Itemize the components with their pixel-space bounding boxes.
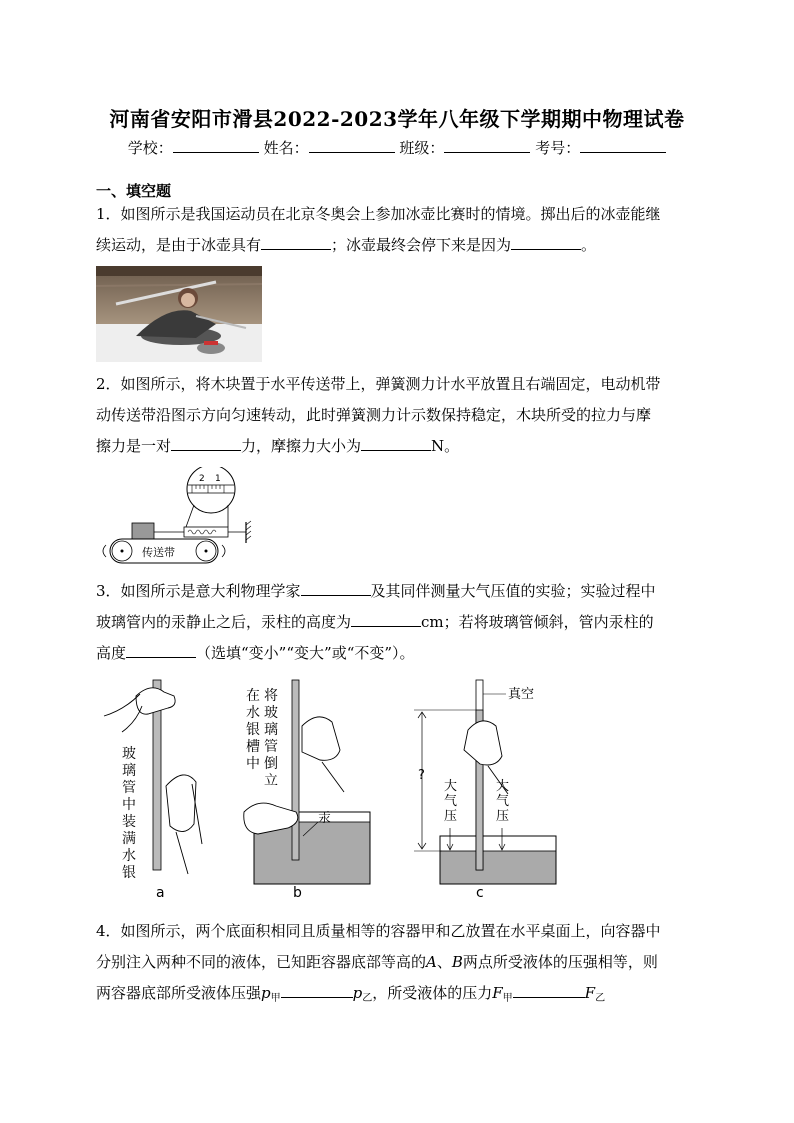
height-question-mark: ? [418,768,425,783]
mercury-label: 汞 [318,811,332,826]
question-1 [96,199,706,261]
fig_c_air_right-char: 压 [496,809,510,824]
fig_b_col2-char: 倒 [264,756,278,772]
fig_b_col2-char: 玻 [264,705,278,721]
q1-blank-2[interactable] [511,235,581,250]
q3-blank-2[interactable] [351,612,421,627]
class-label: 班级： [399,139,445,157]
q4-blank-1[interactable] [281,983,353,998]
fig_c_air_left-char: 气 [444,794,458,809]
number-blank[interactable] [580,138,666,153]
scale-label-2: 2 [199,474,205,484]
question-4 [96,916,706,1014]
page-title: 河南省安阳市滑县2022-2023学年八年级下学期期中物理试卷 [109,107,685,131]
torricelli-figure [96,676,566,910]
student-info-line [0,137,794,158]
name-label: 姓名： [263,139,309,157]
q2-blank-1[interactable] [171,436,241,451]
fig_c_air_left-char: 大 [444,779,458,794]
spring-scale [184,527,228,537]
q3-line2: 玻璃管内的汞静止之后，汞柱的高度为 cm；若将玻璃管倾斜，管内汞柱的 [96,613,654,631]
conveyor-figure [96,467,256,569]
fig_a_text-char: 装 [122,814,136,830]
fig_a_text-char: 管 [122,780,136,796]
q2-line1: 2．如图所示，将木块置于水平传送带上，弹簧测力计水平放置且右端固定，电动机带 [96,375,661,393]
question-3 [96,576,706,669]
fig_a_text-char: 中 [122,797,136,813]
q1-line2: 续运动，是由于冰壶具有 ；冰壶最终会停下来是因为 。 [96,236,597,254]
q4-line2: 分别注入两种不同的液体，已知距容器底部等高的A、B两点所受液体的压强相等，则 [96,953,658,971]
number-label: 考号： [535,139,581,157]
name-blank[interactable] [309,138,395,153]
q3-line1: 3．如图所示是意大利物理学家 及其同伴测量大气压值的实验；实验过程中 [96,582,656,600]
question-2 [96,369,706,462]
class-blank[interactable] [444,138,530,153]
school-label: 学校： [127,139,173,157]
fig_b_col1-char: 水 [246,705,260,721]
fig_c_air_right-char: 气 [496,794,510,809]
fig_c_air_left-char: 压 [444,809,458,824]
q3-line3: 高度 （选填“变小”“变大”或“不变”）。 [96,644,415,662]
label-c: c [476,885,484,901]
fig_b_col1-char: 银 [246,722,260,738]
fig_a_text-char: 满 [122,831,136,847]
q1-line1: 1．如图所示是我国运动员在北京冬奥会上参加冰壶比赛时的情境。掷出后的冰壶能继 [96,205,661,223]
q2-line3: 擦力是一对 力，摩擦力大小为 N。 [96,437,460,455]
belt-label: 传送带 [142,546,175,559]
q1-blank-1[interactable] [261,235,331,250]
fig_a_text-char: 银 [122,865,136,881]
fig_b_col2-char: 璃 [264,722,278,738]
q4-line3: 两容器底部所受液体压强$p_甲$ $p_乙$，所受液体的压力$F_甲$ $F_乙$ [96,984,606,1004]
fig_a_text-char: 玻 [122,746,136,762]
fig_c_air_right-char: 大 [496,779,510,794]
q2-line2: 动传送带沿图示方向匀速转动，此时弹簧测力计示数保持稳定，木块所受的拉力与摩 [96,406,652,424]
q4-line1: 4．如图所示，两个底面积相同且质量相等的容器甲和乙放置在水平桌面上，向容器中 [96,922,661,940]
q3-blank-3[interactable] [126,643,196,658]
curling-photo [96,266,262,362]
q3-blank-1[interactable] [301,581,371,596]
label-b: b [293,885,302,901]
fig_a_text-char: 水 [122,848,136,864]
figure-a [104,680,202,901]
fig_b_col2-char: 将 [264,688,278,704]
figure-c [414,680,556,901]
wood-block [132,523,154,539]
fig_a_text-char: 璃 [122,763,136,779]
school-blank[interactable] [173,138,259,153]
label-a: a [156,885,165,901]
scale-label-1: 1 [215,474,221,484]
vacuum-label: 真空 [508,687,535,702]
q4-blank-2[interactable] [513,983,585,998]
fig_b_col1-char: 槽 [246,739,260,755]
figure-b [244,680,370,901]
section-heading: 一、填空题 [96,182,172,200]
fig_b_col1-char: 在 [246,688,260,704]
fig_b_col2-char: 管 [264,739,278,755]
q2-blank-2[interactable] [361,436,431,451]
fig_b_col2-char: 立 [264,773,278,789]
fig_b_col1-char: 中 [246,756,260,772]
